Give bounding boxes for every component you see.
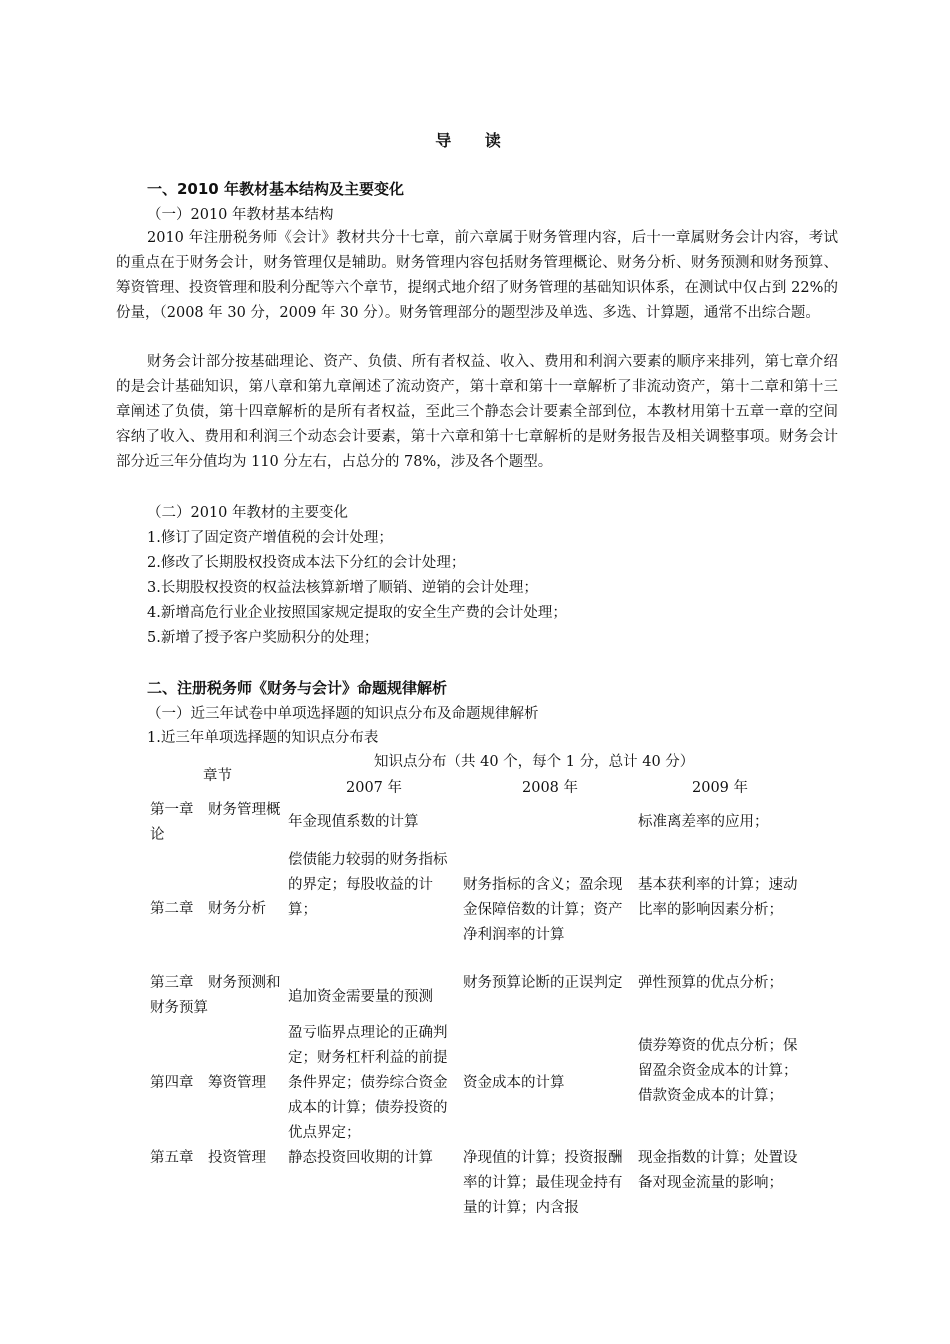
change-item: 2.修改了长期股权投资成本法下分红的会计处理； (147, 555, 466, 571)
table-cell-2007: 偿债能力较弱的财务指标的界定；每股收益的计算； (288, 852, 448, 918)
table-cell-2009: 基本获利率的计算；速动比率的影响因素分析； (638, 877, 798, 918)
table-cell-2009: 债券筹资的优点分析；保留盈余资金成本的计算；借款资金成本的计算； (638, 1038, 798, 1104)
table-cell-2009: 标准离差率的应用； (638, 814, 769, 830)
table-cell-2007: 追加资金需要量的预测 (288, 989, 433, 1005)
paragraph-finance-management: 2010 年注册税务师《会计》教材共分十七章，前六章属于财务管理内容，后十一章属财务会计内容，考试的重点在于财务会计，财务管理仅是辅助。财务管理内容包括财务管理概论、财务分析、财务预测和财务预算、筹资管理、投资管理和股利分配等六个章节，提纲式地介绍了财务管理的基础知识体系，在测试中仅占到 22%的份量，（2008 年 30 分，2009 年 30 分）。财务管理部分的题型涉及单选、多选、计算题，通常不出综合题。 (116, 230, 838, 321)
table-caption: 1.近三年单项选择题的知识点分布表 (147, 730, 379, 746)
table-cell-chapter: 第五章 投资管理 (150, 1150, 266, 1166)
table-header-year: 2008 年 (522, 780, 579, 796)
table-cell-2009: 现金指数的计算；处置设备对现金流量的影响； (638, 1150, 798, 1191)
section1-heading: 一、2010 年教材基本结构及主要变化 (147, 180, 404, 198)
table-cell-chapter: 第四章 筹资管理 (150, 1075, 266, 1091)
table-cell-2007: 静态投资回收期的计算 (288, 1150, 433, 1166)
change-item: 1.修订了固定资产增值税的会计处理； (147, 530, 393, 546)
table-header-chapter: 章节 (203, 768, 232, 784)
change-item: 3.长期股权投资的权益法核算新增了顺销、逆销的会计处理； (147, 580, 538, 596)
paragraph-financial-accounting: 财务会计部分按基础理论、资产、负债、所有者权益、收入、费用和利润六要素的顺序来排列，第七章介绍的是会计基础知识，第八章和第九章阐述了流动资产，第十章和第十一章解析了非流动资产，第十二章和第十三章阐述了负债，第十四章解析的是所有者权益，至此三个静态会计要素全部到位，本教材用第十五章一章的空间容纳了收入、费用和利润三个动态会计要素，第十六章和第十七章解析的是财务报告及相关调整事项。财务会计部分近三年分值均为 110 分左右，占总分的 78%，涉及各个题型。 (116, 354, 838, 470)
section2-subheading: （一）近三年试卷中单项选择题的知识点分布及命题规律解析 (147, 706, 539, 722)
table-cell-chapter: 第三章 财务预测和财务预算 (150, 975, 281, 1016)
table-cell-2007: 盈亏临界点理论的正确判定；财务杠杆利益的前提条件界定；债券综合资金成本的计算；债券投资的优点界定； (288, 1025, 448, 1141)
table-cell-2008: 资金成本的计算 (463, 1075, 565, 1091)
document-title: 导 读 (435, 131, 515, 150)
table-cell-2008: 财务预算论断的正误判定 (463, 975, 623, 991)
table-header-year: 2007 年 (346, 780, 403, 796)
table-header-distribution: 知识点分布（共 40 个，每个 1 分，总计 40 分） (374, 754, 695, 770)
table-cell-2008: 财务指标的含义；盈余现金保障倍数的计算；资产净利润率的计算 (463, 877, 623, 943)
table-cell-2009: 弹性预算的优点分析； (638, 975, 783, 991)
table-cell-chapter: 第二章 财务分析 (150, 901, 266, 917)
table-cell-2008: 净现值的计算；投资报酬率的计算；最佳现金持有量的计算；内含报 (463, 1150, 623, 1216)
table-cell-chapter: 第一章 财务管理概论 (150, 802, 281, 843)
table-cell-2007: 年金现值系数的计算 (288, 814, 419, 830)
section1-subheading-structure: （一）2010 年教材基本结构 (147, 207, 334, 223)
section2-heading: 二、注册税务师《财务与会计》命题规律解析 (147, 679, 448, 697)
change-item: 4.新增高危行业企业按照国家规定提取的安全生产费的会计处理； (147, 605, 567, 621)
section1-subheading-changes: （二）2010 年教材的主要变化 (147, 505, 349, 521)
table-header-year: 2009 年 (692, 780, 749, 796)
change-item: 5.新增了授予客户奖励积分的处理； (147, 630, 379, 646)
